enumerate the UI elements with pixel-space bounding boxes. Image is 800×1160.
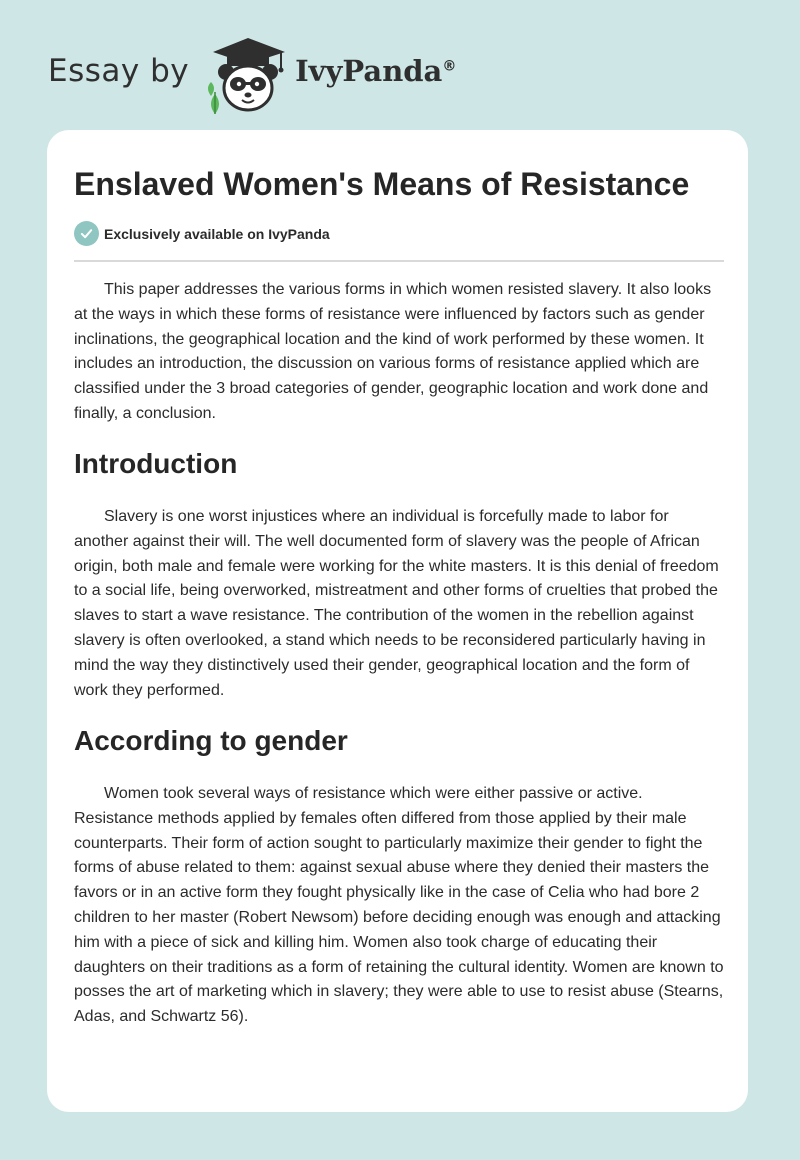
registered-mark: ® xyxy=(442,58,457,75)
check-circle-icon xyxy=(74,221,99,246)
brand-name-text: IvyPanda xyxy=(295,54,443,88)
site-header xyxy=(48,34,456,114)
brand-prefix: Essay by xyxy=(48,53,190,89)
badge-label: Exclusively available on IvyPanda xyxy=(104,225,330,242)
intro-paragraph: This paper addresses the various forms in which women resisted slavery. It also looks at the ways in which these forms of resistance were influenced by factors such as gender inclinations, the geographical location and the kind of work performed by these women. It includes an introduction, the discussion on various forms of resistance applied which are classified under the 3 broad categories of gender, geographic location and work done and finally, a conclusion. xyxy=(74,281,712,422)
section-paragraph-gender: Women took several ways of resistance which were either passive or active. Resistance methods applied by females often differed from those applied by their male counterparts. Their form of action sought to particularly maximize their gender to fight the forms of abuse related to them: against sexual abuse where they denied their masters the favors or in an active form they fought physically like in the case of Celia who had bore 2 children to her master (Robert Newsom) before deciding enough was enough and attacking him with a piece of sick and killing him. Women also took charge of educating their daughters on their traditions as a form of retaining the cultural identity. Women are known to posses the art of marketing which in slavery; they were able to use to resist abuse (Stearns, Adas, and Schwartz 56). xyxy=(74,785,724,1026)
section-heading-introduction: Introduction xyxy=(74,448,238,479)
section-heading-gender: According to gender xyxy=(74,725,348,756)
exclusive-badge xyxy=(74,221,330,246)
essay-card xyxy=(47,130,748,1112)
divider xyxy=(74,260,724,262)
brand-name[interactable] xyxy=(295,54,456,88)
essay-title: Enslaved Women's Means of Resistance xyxy=(74,166,690,202)
section-paragraph-introduction: Slavery is one worst injustices where an individual is forcefully made to labor for another against their will. The well documented form of slavery was the people of African origin, both male and female were working for the white masters. It is this denial of freedom to a social life, being overworked, mistreatment and other forms of cruelties that probed the slaves to start a wave resistance. The contribution of the women in the rebellion against slavery is often overlooked, a stand which needs to be reconsidered particularly having in mind the way they distinctively used their gender, geographical location and the form of work they performed. xyxy=(74,508,719,699)
panda-graduate-icon[interactable] xyxy=(203,34,293,114)
